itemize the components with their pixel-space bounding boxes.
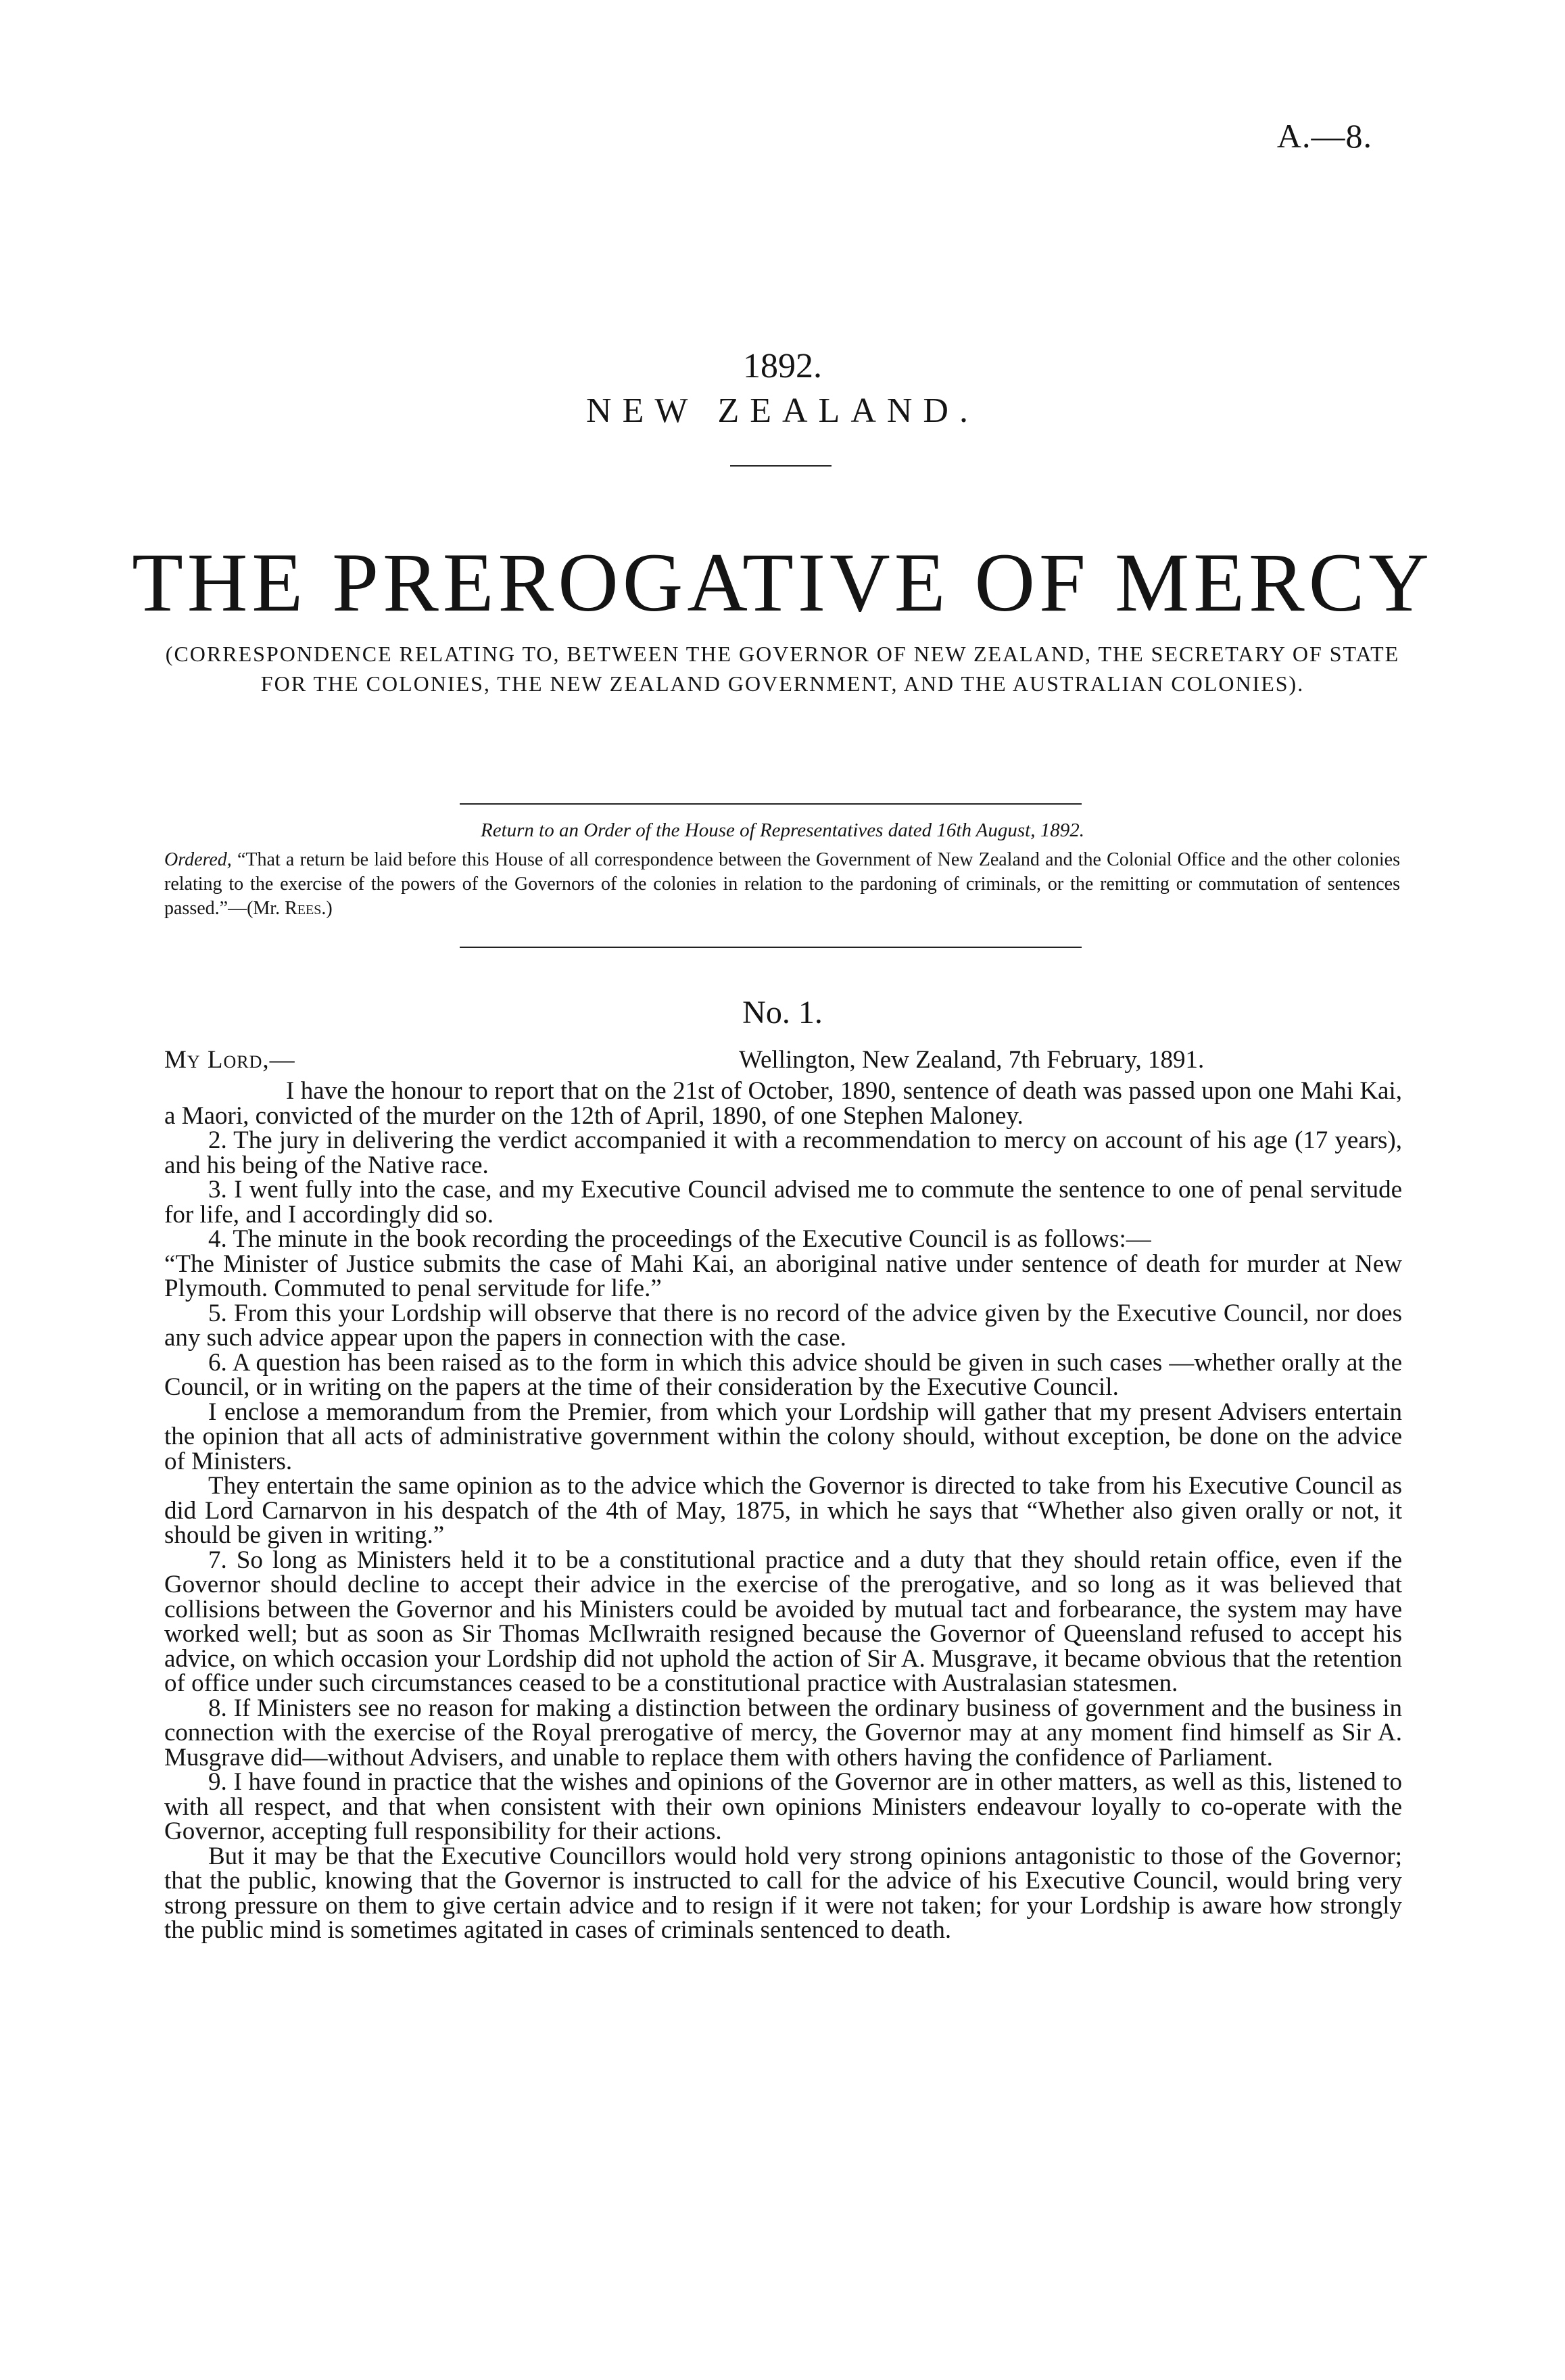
paragraph: 2. The jury in delivering the verdict accompanied it with a recommendation to mercy on account of his age (17 years), and his being of the Native race. [164, 1126, 1402, 1179]
return-order-line: Return to an Order of the House of Representatives dated 16th August, 1892. [481, 819, 1084, 841]
page-reference: A.—8. [1276, 117, 1372, 155]
letter-body [164, 1079, 1402, 1943]
document-year: 1892. [743, 347, 822, 385]
order-body: “That a return be laid before this House of all correspondence between the Government of New Zealand and the Colonial Office and the other colonies relating to the exercise of the powers of the Governors of the colonies in relation to the pardoning of criminals, or the remitting or commutation of sentences passed.”—(Mr. [164, 849, 1401, 919]
quoted-minute: “The Minister of Justice submits the case of Mahi Kai, an aboriginal native under sentence of death for murder at New Plymouth. Commuted to penal servitude for life.” [164, 1250, 1402, 1302]
order-label: Ordered, [164, 849, 232, 870]
divider-short [730, 465, 832, 467]
document-title: THE PREROGATIVE OF MERCY [132, 536, 1433, 629]
paragraph: 5. From this your Lordship will observe that there is no record of the advice given by the Executive Council, nor does any such advice appear upon the papers in connection with the case. [164, 1299, 1402, 1352]
paragraph: But it may be that the Executive Councillors would hold very strong opinions antagonistic to those of the Governor; that the public, knowing that the Governor is instructed to call for the advice of his Executive Council, would bring very strong pressure on them to give certain advice and to resign if it were not taken; for your Lordship is aware how strongly the public mind is sometimes agitated in cases of criminals sentenced to death. [164, 1842, 1402, 1944]
paragraph: 6. A question has been raised as to the form in which this advice should be given in such cases —whether orally at the Council, or in writing on the papers at the time of their consideration by the Executive Council. [164, 1348, 1402, 1401]
order-close: .) [321, 898, 333, 919]
order-mover: Rees [285, 898, 322, 919]
letter-number: No. 1. [742, 995, 823, 1030]
document-country: NEW ZEALAND. [586, 391, 979, 430]
paragraph: 4. The minute in the book recording the proceedings of the Executive Council is as follows:— [208, 1225, 1151, 1253]
paragraph: I have the honour to report that on the 21st of October, 1890, sentence of death was passed upon one Mahi Kai, a Maori, convicted of the murder on the 12th of April, 1890, of one Stephen Maloney. [164, 1077, 1402, 1130]
letter-dateline: Wellington, New Zealand, 7th February, 1891. [739, 1046, 1205, 1074]
divider-bottom [460, 947, 1082, 948]
order-text [164, 848, 1400, 921]
paragraph: 7. So long as Ministers held it to be a constitutional practice and a duty that they should retain office, even if the Governor should decline to accept their advice in the exercise of the prerogative, and so long as it was believed that collisions between the Governor and his Ministers could be avoided by mutual tact and forbearance, the system may have worked well; but as soon as Sir Thomas McIlwraith resigned because the Governor of Queensland refused to accept his advice, on which occasion your Lordship did not uphold the action of Sir A. Musgrave, it became obvious that the retention of office under such circumstances ceased to be a constitutional practice with Australasian statesmen. [164, 1546, 1402, 1697]
letter-salutation [164, 1045, 295, 1074]
paragraph: 8. If Ministers see no reason for making a distinction between the ordinary business of government and the business in connection with the exercise of the Royal prerogative of mercy, the Governor may at any moment find himself as Sir A. Musgrave did—without Advisers, and unable to replace them with others having the confidence of Parliament. [164, 1694, 1402, 1771]
paragraph: 9. I have found in practice that the wishes and opinions of the Governor are in other matters, as well as this, listened to with all respect, and that when consistent with their own opinions Ministers endeavour loyally to co-operate with the Governor, accepting full responsibility for their actions. [164, 1768, 1402, 1845]
paragraph: 3. I went fully into the case, and my Executive Council advised me to commute the sentence to one of penal servitude for life, and I accordingly did so. [164, 1176, 1402, 1229]
salutation-text: My Lord,— [164, 1046, 295, 1074]
document-subtitle: (CORRESPONDENCE RELATING TO, BETWEEN THE GOVERNOR OF NEW ZEALAND, THE SECRETARY OF STATE FOR THE COLONIES, THE NEW ZEALAND GOVERNMENT, AND THE AUSTRALIAN COLONIES). [165, 642, 1400, 696]
divider-top [460, 803, 1082, 805]
paragraph: They entertain the same opinion as to the advice which the Governor is directed to take from his Executive Council as did Lord Carnarvon in his despatch of the 4th of May, 1875, in which he says that “Whether also given orally or not, it should be given in writing.” [164, 1472, 1402, 1549]
paragraph: I enclose a memorandum from the Premier, from which your Lordship will gather that my present Advisers entertain the opinion that all acts of administrative government within the colony should, without exception, be done on the advice of Ministers. [164, 1398, 1402, 1475]
